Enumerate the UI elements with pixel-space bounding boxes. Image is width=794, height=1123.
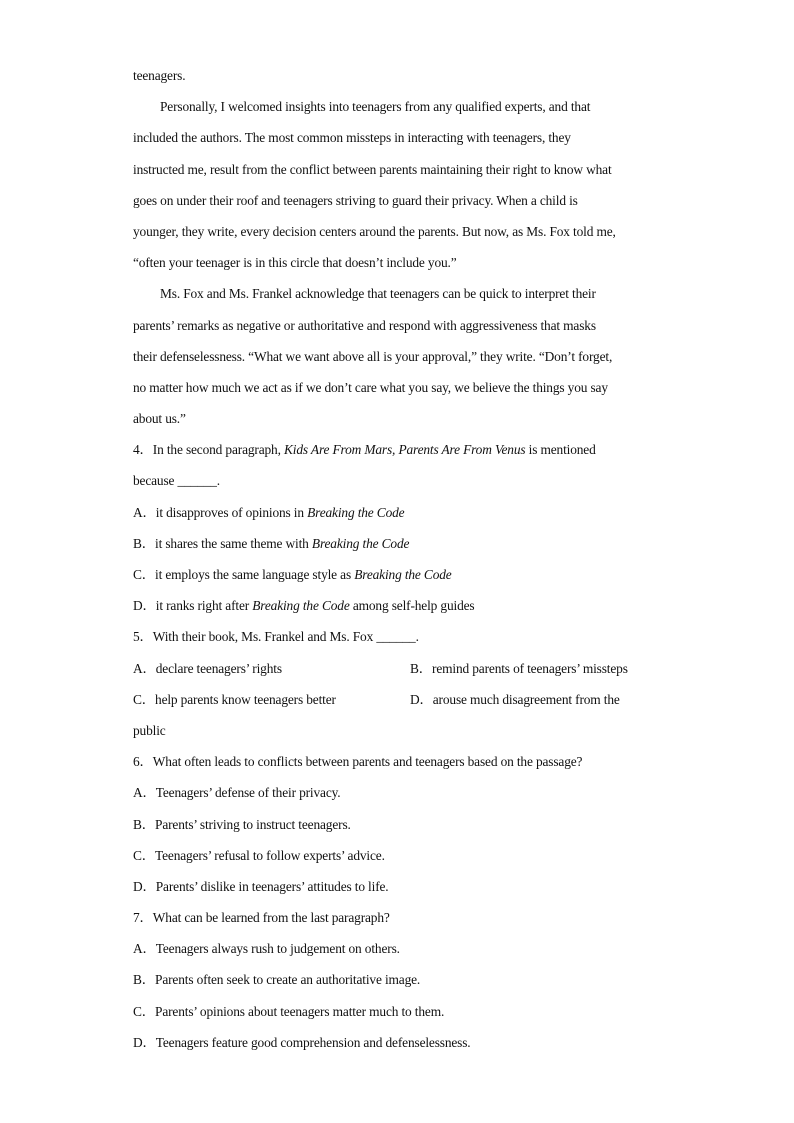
paragraph-line: Ms. Fox and Ms. Frankel acknowledge that teenagers can be quick to interpret their	[160, 286, 596, 302]
book-title: Breaking the Code	[307, 504, 405, 520]
option-row	[133, 653, 663, 684]
option-d-cont: public	[133, 722, 166, 738]
option-text: B．it shares the same theme with	[133, 535, 312, 551]
document-page	[133, 60, 663, 1058]
book-title: Breaking the Code	[354, 567, 452, 582]
paragraph-line: no matter how much we act as if we don’t care what you say, we believe the things you say	[133, 379, 608, 395]
option-d	[133, 590, 663, 621]
question-4	[133, 434, 663, 621]
option-b: B．remind parents of teenagers’ missteps	[410, 660, 628, 676]
book-title: Breaking the Code	[311, 535, 410, 551]
paragraph-line: their defenselessness. “What we want above all is your approval,” they write. “Don’t forget,	[133, 348, 613, 364]
option-c: C．Teenagers’ refusal to follow experts’ advice.	[133, 847, 385, 863]
stem-text: 4．In the second paragraph,	[133, 442, 285, 458]
paragraph-line: goes on under their roof and teenagers striving to guard their privacy. When a child is	[133, 192, 578, 208]
book-title: Kids Are From Mars, Parents Are From Venus	[284, 442, 526, 458]
question-stem	[133, 434, 663, 465]
option-c: C．help parents know teenagers better	[133, 691, 336, 707]
option-d: D．Teenagers feature good comprehension and defenselessness.	[133, 1034, 471, 1050]
option-text: D．it ranks right after	[133, 598, 253, 614]
paragraph-2	[133, 91, 663, 278]
option-text: C．it employs the same language style as	[133, 567, 355, 582]
paragraph-line: parents’ remarks as negative or authoritative and respond with aggressiveness that masks	[133, 317, 596, 333]
paragraph-line: “often your teenager is in this circle that doesn’t include you.”	[133, 255, 457, 271]
book-title: Breaking the Code	[252, 598, 350, 614]
option-b: B．Parents’ striving to instruct teenagers.	[133, 816, 351, 832]
question-stem: 5．With their book, Ms. Frankel and Ms. Fox ______.	[133, 629, 419, 645]
option-a	[133, 497, 663, 528]
option-a: A．declare teenagers’ rights	[133, 660, 282, 676]
option-a: A．Teenagers always rush to judgement on others.	[133, 941, 400, 957]
option-a: A．Teenagers’ defense of their privacy.	[133, 785, 341, 801]
option-c	[133, 559, 663, 590]
paragraph-3	[133, 278, 663, 434]
paragraph-1-end: teenagers.	[133, 68, 186, 83]
option-text: A．it disapproves of opinions in	[133, 504, 308, 520]
option-row	[133, 684, 663, 715]
question-6	[133, 746, 663, 902]
paragraph-line: younger, they write, every decision centers around the parents. But now, as Ms. Fox told me,	[133, 223, 616, 239]
option-c: C．Parents’ opinions about teenagers matter much to them.	[133, 1003, 445, 1019]
paragraph-line: included the authors. The most common missteps in interacting with teenagers, they	[133, 130, 571, 146]
option-b	[133, 528, 663, 559]
question-stem-cont: because ______.	[133, 473, 220, 489]
option-d: D．arouse much disagreement from the	[410, 691, 620, 707]
paragraph-line: Personally, I welcomed insights into teenagers from any qualified experts, and that	[160, 99, 591, 115]
option-text: among self-help guides	[349, 598, 475, 614]
option-d: D．Parents’ dislike in teenagers’ attitudes to life.	[133, 878, 389, 894]
question-stem: 7．What can be learned from the last paragraph?	[133, 910, 390, 926]
question-5	[133, 621, 663, 746]
question-7	[133, 902, 663, 1058]
question-stem: 6．What often leads to conflicts between parents and teenagers based on the passage?	[133, 754, 583, 770]
stem-text: is mentioned	[525, 442, 596, 458]
paragraph-line: about us.”	[133, 411, 186, 427]
option-b: B．Parents often seek to create an authoritative image.	[133, 972, 421, 988]
paragraph-line: instructed me, result from the conflict between parents maintaining their right to know what	[133, 161, 612, 177]
